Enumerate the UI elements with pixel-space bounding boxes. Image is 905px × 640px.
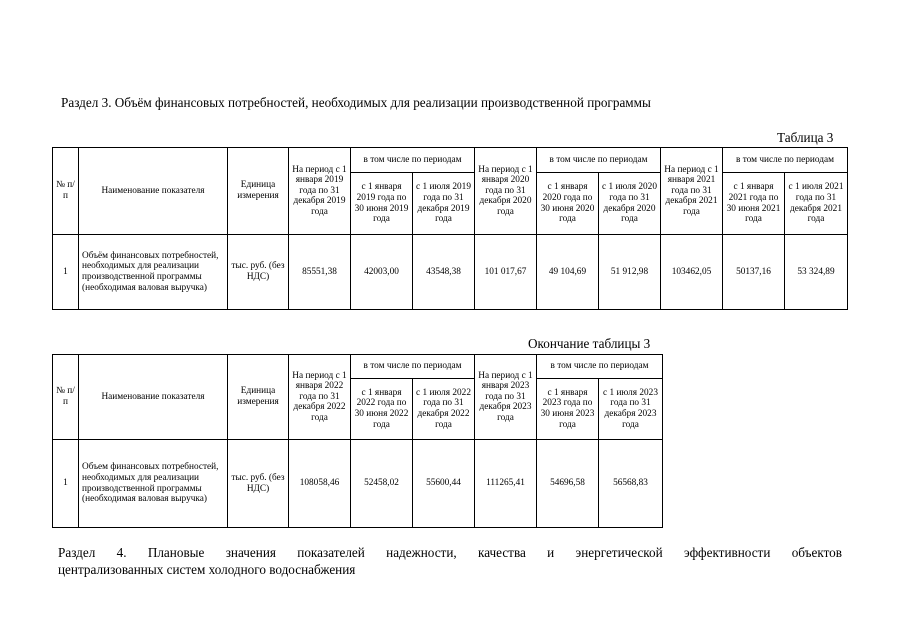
row-value: 85551,38 bbox=[289, 235, 351, 310]
col-name-header: Наименование показателя bbox=[79, 355, 228, 440]
table-3-continuation-label: Окончание таблицы 3 bbox=[528, 336, 651, 351]
sub-period-header: с 1 июля 2022 года по 31 декабря 2022 года bbox=[413, 379, 475, 440]
col-num-header: № п/п bbox=[53, 355, 79, 440]
period-total-header: На период с 1 января 2019 года по 31 декабря 2019 года bbox=[289, 148, 351, 235]
col-name-header: Наименование показателя bbox=[79, 148, 228, 235]
row-num: 1 bbox=[53, 440, 79, 528]
col-unit-header: Единица измерения bbox=[228, 355, 289, 440]
period-total-header: На период с 1 января 2022 года по 31 декабря 2022 года bbox=[289, 355, 351, 440]
col-num-header: № п/п bbox=[53, 148, 79, 235]
period-group-header: в том числе по периодам bbox=[723, 148, 848, 173]
sub-period-header: с 1 июля 2020 года по 31 декабря 2020 года bbox=[599, 173, 661, 235]
row-value: 51 912,98 bbox=[599, 235, 661, 310]
sub-period-header: с 1 января 2021 года по 30 июня 2021 года bbox=[723, 173, 785, 235]
row-value: 53 324,89 bbox=[785, 235, 848, 310]
table-3 bbox=[52, 147, 848, 310]
row-num: 1 bbox=[53, 235, 79, 310]
table-row bbox=[53, 440, 663, 528]
row-unit: тыс. руб. (без НДС) bbox=[228, 235, 289, 310]
sub-period-header: с 1 июля 2023 года по 31 декабря 2023 года bbox=[599, 379, 663, 440]
table-3-continuation-header-row-1 bbox=[53, 355, 663, 379]
period-group-header: в том числе по периодам bbox=[351, 355, 475, 379]
row-value: 52458,02 bbox=[351, 440, 413, 528]
table-row bbox=[53, 235, 848, 310]
row-value: 111265,41 bbox=[475, 440, 537, 528]
sub-period-header: с 1 января 2023 года по 30 июня 2023 года bbox=[537, 379, 599, 440]
row-value: 56568,83 bbox=[599, 440, 663, 528]
row-value: 54696,58 bbox=[537, 440, 599, 528]
row-value: 50137,16 bbox=[723, 235, 785, 310]
period-total-header: На период с 1 января 2020 года по 31 декабря 2020 года bbox=[475, 148, 537, 235]
sub-period-header: с 1 июля 2019 года по 31 декабря 2019 года bbox=[413, 173, 475, 235]
row-unit: тыс. руб. (без НДС) bbox=[228, 440, 289, 528]
row-value: 103462,05 bbox=[661, 235, 723, 310]
row-value: 43548,38 bbox=[413, 235, 475, 310]
row-indicator-name: Объём финансовых потребностей, необходимых для реализации производственной программы (необходимая валовая выручка) bbox=[79, 235, 228, 310]
period-group-header: в том числе по периодам bbox=[351, 148, 475, 173]
section-4-heading-line-2: централизованных систем холодного водоснабжения bbox=[58, 562, 356, 577]
sub-period-header: с 1 января 2020 года по 30 июня 2020 года bbox=[537, 173, 599, 235]
table-3-continuation bbox=[52, 354, 663, 528]
row-value: 49 104,69 bbox=[537, 235, 599, 310]
table-3-label: Таблица 3 bbox=[777, 130, 834, 145]
col-unit-header: Единица измерения bbox=[228, 148, 289, 235]
sub-period-header: с 1 января 2022 года по 30 июня 2022 года bbox=[351, 379, 413, 440]
section-3-heading: Раздел 3. Объём финансовых потребностей, необходимых для реализации производственной программы bbox=[61, 95, 651, 110]
row-value: 42003,00 bbox=[351, 235, 413, 310]
section-4-heading-line-1: Раздел 4. Плановые значения показателей надежности, качества и энергетической эффективности объектов bbox=[58, 545, 842, 560]
period-total-header: На период с 1 января 2021 года по 31 декабря 2021 года bbox=[661, 148, 723, 235]
row-value: 55600,44 bbox=[413, 440, 475, 528]
period-total-header: На период с 1 января 2023 года по 31 декабря 2023 года bbox=[475, 355, 537, 440]
table-3-header-row-1 bbox=[53, 148, 848, 173]
period-group-header: в том числе по периодам bbox=[537, 355, 663, 379]
sub-period-header: с 1 июля 2021 года по 31 декабря 2021 года bbox=[785, 173, 848, 235]
row-indicator-name: Объем финансовых потребностей, необходимых для реализации производственной программы (необходимая валовая выручка) bbox=[79, 440, 228, 528]
period-group-header: в том числе по периодам bbox=[537, 148, 661, 173]
row-value: 101 017,67 bbox=[475, 235, 537, 310]
row-value: 108058,46 bbox=[289, 440, 351, 528]
sub-period-header: с 1 января 2019 года по 30 июня 2019 года bbox=[351, 173, 413, 235]
